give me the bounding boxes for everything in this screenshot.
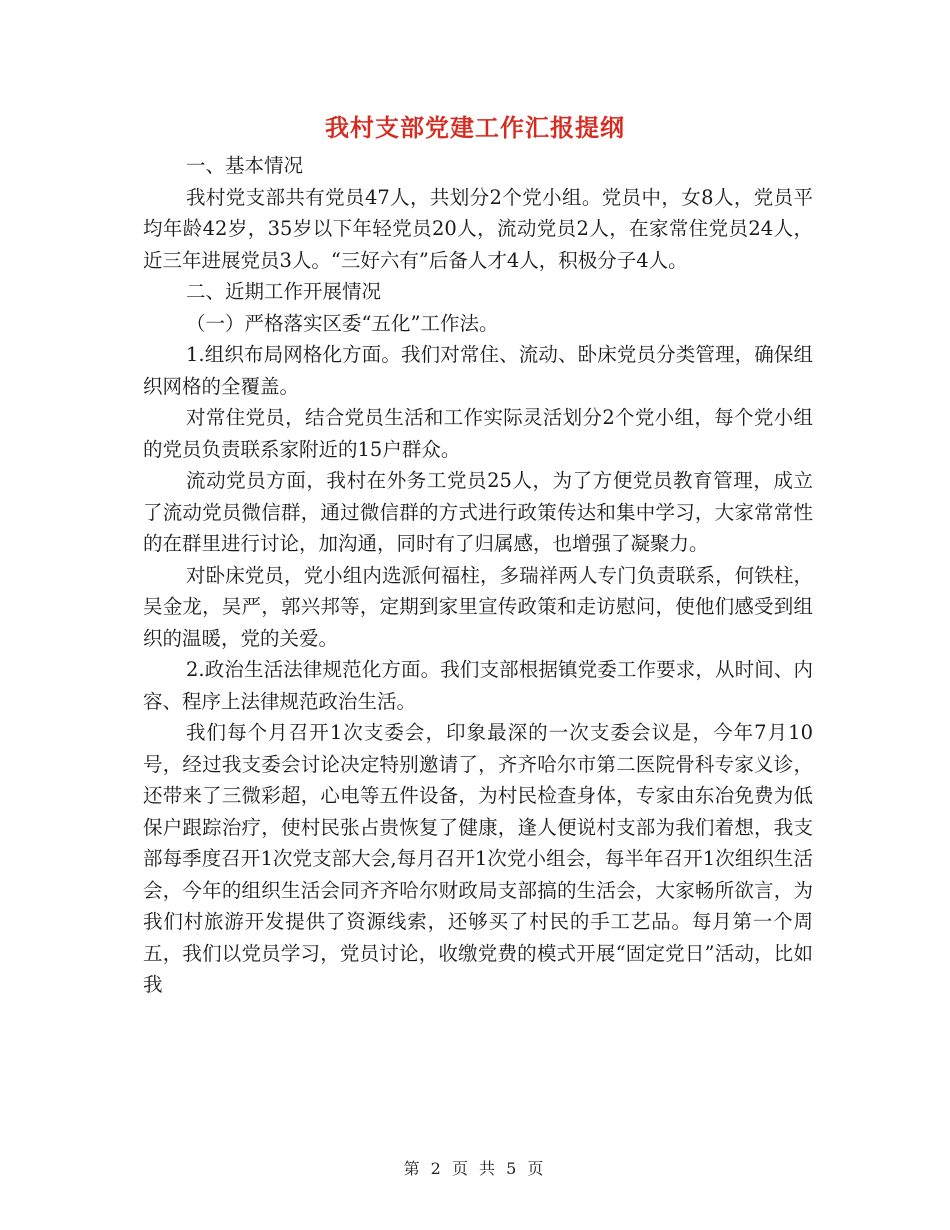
paragraph-meetings: 我们每个月召开1次支委会，印象最深的一次支委会议是，今年7月10号，经过我支委会讨论决定特别邀请了，齐齐哈尔市第二医院骨科专家义诊，还带来了三微彩超，心电等五件设备，为村民检查身体，专家由东冶免费为低保户跟踪治疗，使村民张占贵恢复了健康，逢人便说村支部为我们着想，我支部每季度召开1次党支部大会,每月召开1次党小组会，每半年召开1次组织生活会，今年的组织生活会同齐齐哈尔财政局支部搞的生活会，大家畅所欲言，为我们村旅游开发提供了资源线索，还够买了村民的手工艺品。每月第一个周五，我们以党员学习，党员讨论，收缴党费的模式开展“固定党日”活动，比如我 xyxy=(143,721,813,996)
paragraph-resident-members: 对常住党员，结合党员生活和工作实际灵活划分2个党小组，每个党小组的党员负责联系家附近的15户群众。 xyxy=(143,406,813,461)
paragraph-mobile-members: 流动党员方面，我村在外务工党员25人，为了方便党员教育管理，成立了流动党员微信群，通过微信群的方式进行政策传达和集中学习，大家常常性的在群里进行讨论，加沟通，同时有了归属感，也增强了凝聚力。 xyxy=(143,469,813,555)
paragraph-bedridden-members: 对卧床党员，党小组内选派何福柱，多瑞祥两人专门负责联系，何铁柱，吴金龙，吴严，郭兴邦等，定期到家里宣传政策和走访慰问，使他们感受到组织的温暖，党的关爱。 xyxy=(143,563,813,650)
document-body xyxy=(143,150,813,1001)
page-number-footer: 第 2 页 共 5 页 xyxy=(403,1159,547,1178)
section-heading-basic-info: 一、基本情况 xyxy=(186,154,304,177)
document-title: 我村支部党建工作汇报提纲 xyxy=(325,113,625,142)
subsection-heading-five-methods: （一）严格落实区委“五化”工作法。 xyxy=(186,311,499,335)
paragraph-political-life: 2.政治生活法律规范化方面。我们支部根据镇党委工作要求，从时间、内容、程序上法律规范政治生活。 xyxy=(143,658,813,713)
paragraph-member-stats: 我村党支部共有党员47人，共划分2个党小组。党员中，女8人，党员平均年龄42岁，35岁以下年轻党员20人，流动党员2人，在家常住党员24人，近三年进展党员3人。“三好六有”后备人才4人，积极分子4人。 xyxy=(143,185,813,272)
section-heading-recent-work: 二、近期工作开展情况 xyxy=(186,280,382,303)
paragraph-grid-organization: 1.组织布局网格化方面。我们对常住、流动、卧床党员分类管理，确保组织网格的全覆盖。 xyxy=(143,343,813,398)
